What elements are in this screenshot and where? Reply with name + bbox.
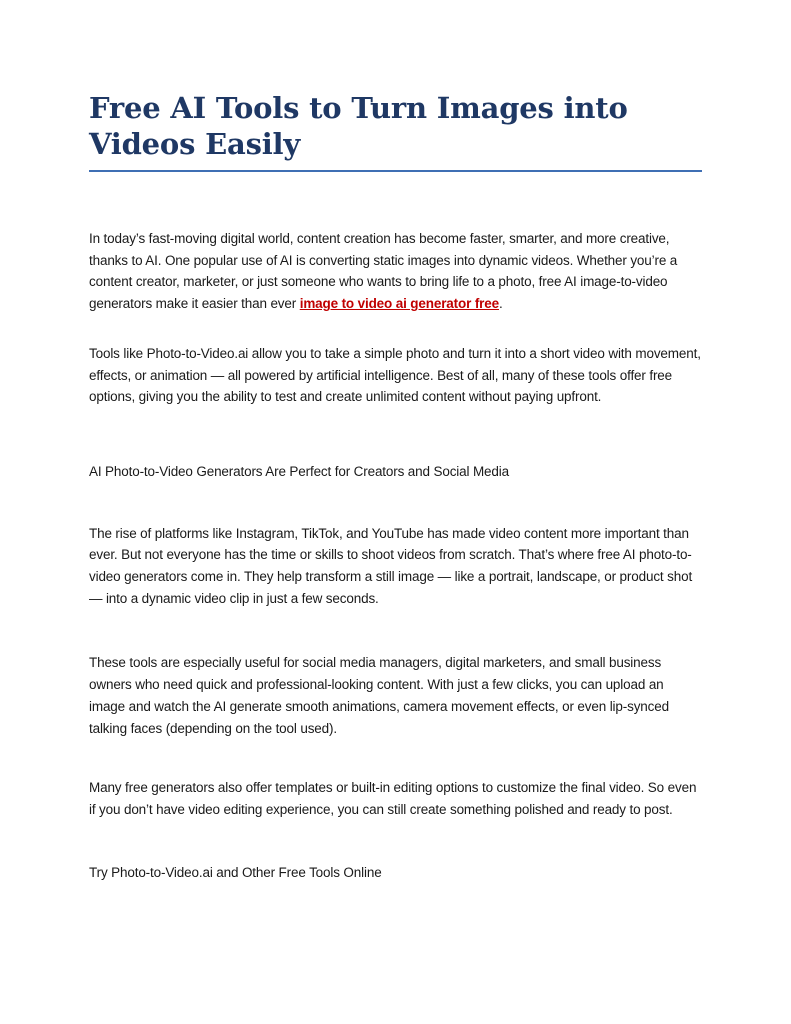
title-section <box>89 90 702 172</box>
paragraph-templates: Many free generators also offer templates or built-in editing options to customize the final video. So even if you don’t have video editing experience, you can still create something polished and ready to post. <box>89 780 697 817</box>
document-title: Free AI Tools to Turn Images into Videos Easily <box>89 91 628 161</box>
heading-generators: AI Photo-to-Video Generators Are Perfect for Creators and Social Media <box>89 463 509 479</box>
intro-text-before-link: In today’s fast-moving digital world, content creation has become faster, smarter, and more creative, thanks to AI. One popular use of AI is converting static images into dynamic videos. Whether you’re a content creator, marketer, or just someone who wants to bring life to a photo, free AI image-to-video generators make it easier than ever <box>89 231 678 312</box>
paragraph-useful: These tools are especially useful for social media managers, digital marketers, and small business owners who need quick and professional-looking content. With just a few clicks, you can upload an image and watch the AI generate smooth animations, camera movement effects, or even lip-synced talking faces (depending on the tool used). <box>89 655 669 736</box>
heading-try: Try Photo-to-Video.ai and Other Free Tools Online <box>89 864 382 880</box>
paragraph-rise: The rise of platforms like Instagram, TikTok, and YouTube has made video content more important than ever. But not everyone has the time or skills to shoot videos from scratch. That’s where free AI photo-to-video generators come in. They help transform a still image — like a portrait, landscape, or product shot — into a dynamic video clip in just a few seconds. <box>89 525 693 606</box>
paragraph-intro <box>89 228 702 315</box>
image-to-video-generator-link[interactable]: image to video ai generator free <box>299 296 499 312</box>
intro-text-after-link: . <box>498 296 503 312</box>
paragraph-tools: Tools like Photo-to-Video.ai allow you to take a simple photo and turn it into a short video with movement, effects, or animation — all powered by artificial intelligence. Best of all, many of these tools offer free options, giving you the ability to test and create unlimited content without paying upfront. <box>89 345 701 405</box>
